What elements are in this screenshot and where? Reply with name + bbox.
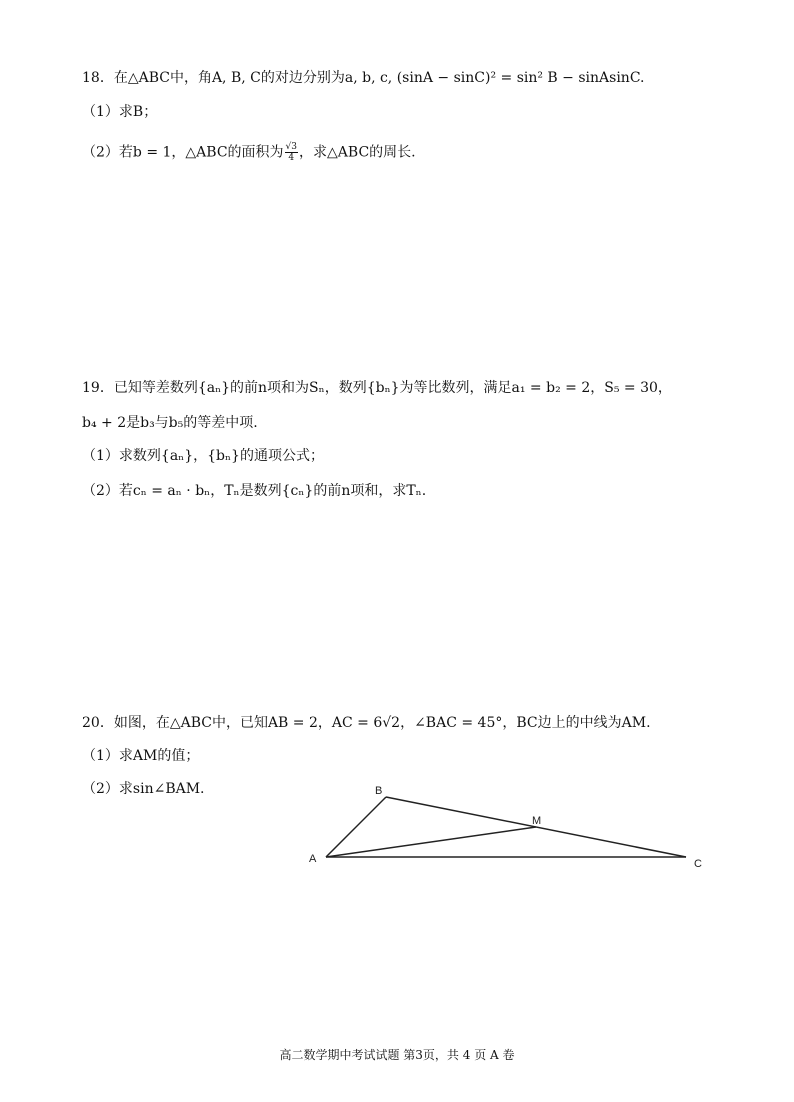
triangle-figure	[300, 778, 720, 878]
area-fraction-numerator: √3	[285, 142, 298, 152]
label-a: A	[309, 853, 317, 865]
segment-ab	[326, 797, 386, 857]
label-c: C	[694, 858, 702, 870]
label-m: M	[532, 815, 542, 827]
q18-part2	[82, 142, 416, 163]
q20-part1: （1）求AM的值；	[82, 748, 200, 764]
page-footer: 高二数学期中考试试题 第3页，共 4 页 A 卷	[279, 1048, 515, 1062]
segment-am	[326, 827, 536, 857]
q18-stem: 18．在△ABC中，角A, B, C的对边分别为a, b, c, (sinA − sinC)² = sin² B − sinAsinC.	[82, 70, 645, 86]
q18-part1: （1）求B；	[82, 104, 158, 120]
area-fraction	[285, 142, 298, 163]
q18-part2-prefix: （2）若b = 1，△ABC的面积为	[82, 144, 284, 161]
q19-part2: （2）若cₙ = aₙ · bₙ，Tₙ是数列{cₙ}的前n项和，求Tₙ.	[82, 483, 427, 499]
q19-part1: （1）求数列{aₙ}，{bₙ}的通项公式；	[82, 448, 324, 464]
label-b: B	[375, 785, 383, 797]
q20-stem: 20．如图，在△ABC中，已知AB = 2，AC = 6√2，∠BAC = 45°，BC边上的中线为AM.	[82, 715, 651, 731]
area-fraction-denominator: 4	[288, 153, 295, 163]
q20-part2: （2）求sin∠BAM.	[82, 781, 205, 797]
q19-stem-line1: 19．已知等差数列{aₙ}的前n项和为Sₙ，数列{bₙ}为等比数列，满足a₁ = b₂ = 2，S₅ = 30，	[82, 380, 672, 396]
q19-stem-line2: b₄ + 2是b₃与b₅的等差中项.	[82, 415, 258, 431]
q18-part2-suffix: ，求△ABC的周长.	[299, 144, 416, 161]
